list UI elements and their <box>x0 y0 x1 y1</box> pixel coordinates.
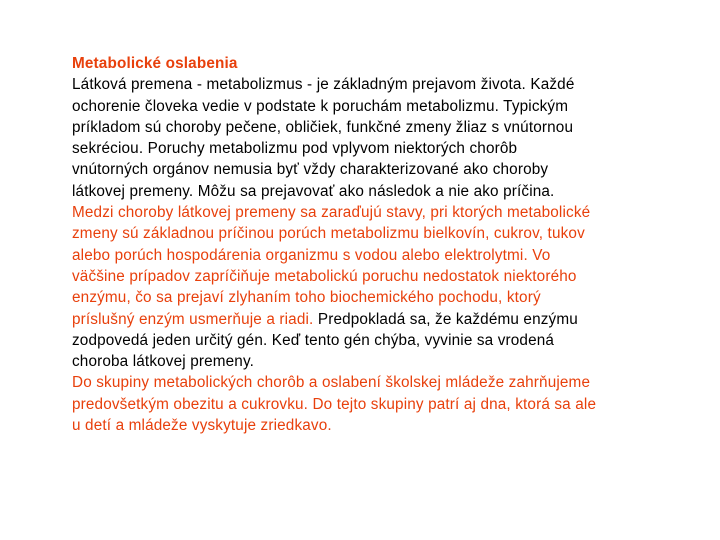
paragraph-3-line: Do skupiny metabolických chorôb a oslabení školskej mládeže zahrňujeme <box>72 374 591 392</box>
paragraph-1-line: príkladom sú choroby pečene, obličiek, funkčné zmeny žliaz s vnútornou <box>72 118 574 136</box>
paragraph-2-plain-line: choroba látkovej premeny. <box>72 353 255 371</box>
paragraph-2-accent-line: Medzi choroby látkovej premeny sa zaraďujú stavy, pri ktorých metabolické <box>72 204 591 222</box>
paragraph-2-plain-line: zodpovedá jeden určitý gén. Keď tento gén chýba, vyvinie sa vrodená <box>72 331 555 349</box>
paragraph-2-accent-line: enzýmu, čo sa prejaví zlyhaním toho biochemického pochodu, ktorý <box>72 289 541 307</box>
slide-title: Metabolické oslabenia <box>72 55 238 72</box>
text-block <box>72 53 692 436</box>
paragraph-1-line: vnútorných orgánov nemusia byť vždy charakterizované ako choroby <box>72 161 549 179</box>
paragraph-2-mixed-line <box>72 309 692 330</box>
paragraph-1-line: ochorenie človeka vedie v podstate k poruchám metabolizmu. Typickým <box>72 97 569 115</box>
paragraph-2-plain-fragment: Predpokladá sa, že každému enzýmu <box>313 310 578 328</box>
paragraph-1-line: Látková premena - metabolizmus - je základným prejavom života. Každé <box>72 76 575 94</box>
paragraph-1-line: sekréciou. Poruchy metabolizmu pod vplyvom niektorých chorôb <box>72 140 518 158</box>
paragraph-2-accent-fragment: príslušný enzým usmerňuje a riadi. <box>72 310 314 328</box>
paragraph-3-line: u detí a mládeže vyskytuje zriedkavo. <box>72 417 332 435</box>
paragraph-2-accent-line: alebo porúch hospodárenia organizmu s vodou alebo elektrolytmi. Vo <box>72 246 551 264</box>
paragraph-3-line: predovšetkým obezitu a cukrovku. Do tejto skupiny patrí aj dna, ktorá sa ale <box>72 395 597 413</box>
paragraph-2-accent-line: väčšine prípadov zapríčiňuje metabolickú poruchu nedostatok niektorého <box>72 267 577 285</box>
paragraph-1-line: látkovej premeny. Môžu sa prejavovať ako následok a nie ako príčina. <box>72 182 555 200</box>
paragraph-2-accent-line: zmeny sú základnou príčinou porúch metabolizmu bielkovín, cukrov, tukov <box>72 225 585 243</box>
